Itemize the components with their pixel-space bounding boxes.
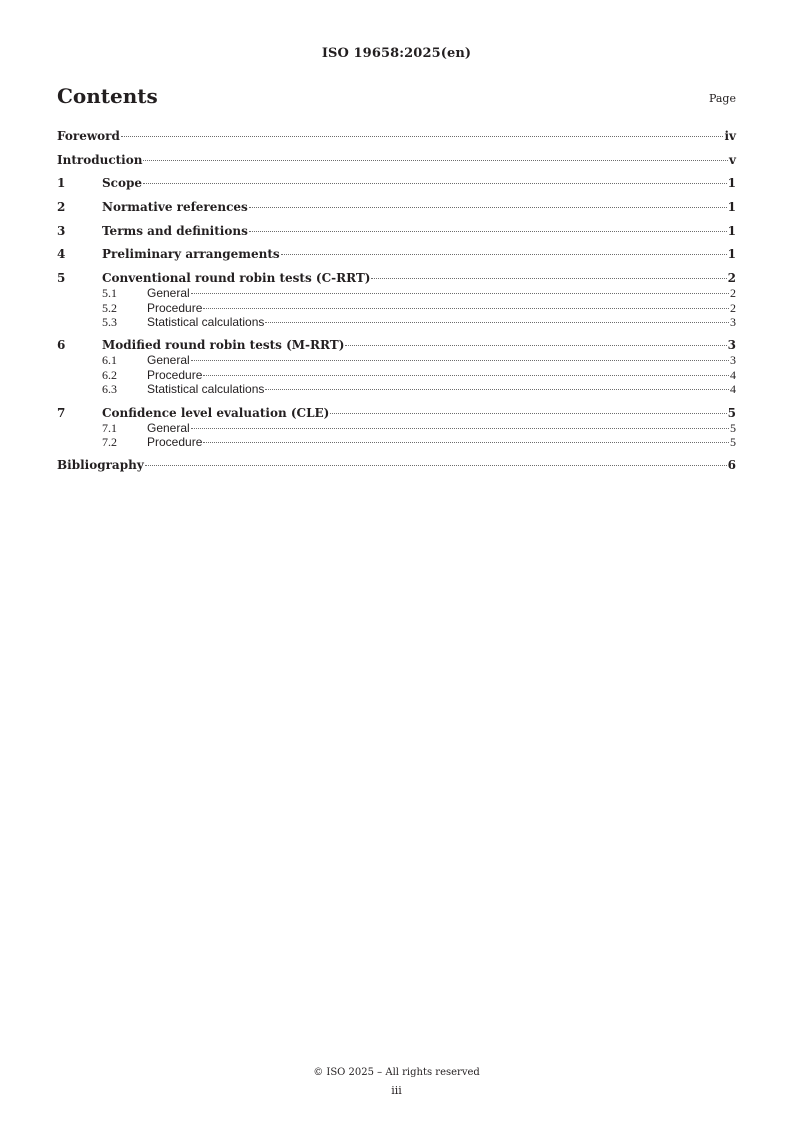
toc-subentry[interactable] <box>57 353 736 368</box>
toc-entry[interactable] <box>57 152 736 168</box>
toc-entry-number: 6.1 <box>102 353 117 368</box>
contents-heading-row <box>57 84 736 110</box>
dot-leader <box>145 465 727 466</box>
copyright-notice: © ISO 2025 – All rights reserved <box>313 1067 480 1078</box>
toc-entry-title[interactable]: Statistical calculations <box>147 315 265 330</box>
toc-entry-title[interactable]: Terms and definitions <box>102 223 248 238</box>
dot-leader <box>330 413 726 414</box>
page-number: iii <box>391 1084 402 1097</box>
toc-entry[interactable] <box>57 457 736 473</box>
toc-entry-title[interactable]: Normative references <box>102 200 248 215</box>
toc-entry[interactable] <box>57 128 736 144</box>
dot-leader <box>191 293 729 294</box>
toc-entry-page[interactable]: 2 <box>730 286 736 301</box>
toc-entry[interactable] <box>57 246 736 262</box>
toc-entry-page[interactable]: 6 <box>727 458 736 473</box>
toc-entry-number: 2 <box>57 200 66 215</box>
toc-entry[interactable] <box>57 199 736 215</box>
dot-leader <box>143 160 728 161</box>
dot-leader <box>191 360 729 361</box>
toc-entry-page[interactable]: 4 <box>730 382 736 397</box>
toc-entry-title[interactable]: Introduction <box>57 152 143 167</box>
dot-leader <box>281 254 727 255</box>
dot-leader <box>249 231 727 232</box>
dot-leader <box>203 375 729 376</box>
toc-entry-page[interactable]: 3 <box>727 338 736 353</box>
toc-entry-number: 4 <box>57 247 66 262</box>
toc-entry-page[interactable]: 1 <box>727 223 736 238</box>
dot-leader <box>345 345 726 346</box>
toc-entry-title[interactable]: General <box>147 420 190 435</box>
toc-entry-page[interactable]: 5 <box>730 420 736 435</box>
toc-entry-number: 5.3 <box>102 315 117 330</box>
document-id-header: ISO 19658:2025(en) <box>321 46 472 61</box>
toc-entry-title[interactable]: Conventional round robin tests (C-RRT) <box>102 271 371 286</box>
toc-entry-title[interactable]: Confidence level evaluation (CLE) <box>102 405 330 420</box>
table-of-contents <box>57 128 736 473</box>
toc-entry-title[interactable]: Procedure <box>147 435 203 449</box>
page-column-label: Page <box>708 92 736 105</box>
toc-entry-title[interactable]: General <box>147 353 190 368</box>
toc-entry-page[interactable]: 5 <box>727 405 736 420</box>
toc-entry[interactable] <box>57 337 736 353</box>
toc-entry-number: 3 <box>57 223 66 238</box>
toc-entry-title[interactable]: Preliminary arrangements <box>102 247 280 262</box>
dot-leader <box>203 308 729 309</box>
toc-entry-page[interactable]: 4 <box>730 367 736 382</box>
toc-entry-number: 6.3 <box>102 382 117 397</box>
toc-entry[interactable] <box>57 223 736 239</box>
toc-entry-number: 6 <box>57 338 66 353</box>
toc-entry-title[interactable]: General <box>147 286 190 301</box>
dot-leader <box>191 428 729 429</box>
toc-entry-page[interactable]: 1 <box>727 176 736 191</box>
contents-title: Contents <box>57 84 158 108</box>
toc-entry-page[interactable]: iv <box>724 129 736 143</box>
toc-entry-title[interactable]: Procedure <box>147 300 203 315</box>
toc-entry[interactable] <box>57 175 736 191</box>
toc-subentry[interactable] <box>57 382 736 397</box>
toc-entry-page[interactable]: 2 <box>730 300 736 315</box>
toc-entry-title[interactable]: Modified round robin tests (M-RRT) <box>102 338 345 353</box>
toc-entry-title[interactable]: Bibliography <box>57 458 144 473</box>
toc-entry-title[interactable]: Scope <box>102 176 143 191</box>
dot-leader <box>265 322 729 323</box>
toc-entry-page[interactable]: 3 <box>730 315 736 330</box>
toc-entry-number: 7.2 <box>102 435 117 449</box>
toc-entry-number: 7.1 <box>102 420 117 435</box>
toc-entry-number: 5 <box>57 271 66 286</box>
toc-entry-page[interactable]: v <box>729 152 736 167</box>
dot-leader <box>143 183 727 184</box>
dot-leader <box>371 278 726 279</box>
toc-subentry[interactable] <box>57 301 736 316</box>
dot-leader <box>249 207 727 208</box>
toc-entry-number: 5.2 <box>102 300 117 315</box>
toc-subentry[interactable] <box>57 368 736 383</box>
toc-subentry[interactable] <box>57 421 736 436</box>
toc-entry[interactable] <box>57 270 736 286</box>
toc-entry-title[interactable]: Statistical calculations <box>147 382 265 397</box>
dot-leader <box>265 389 729 390</box>
toc-entry[interactable] <box>57 405 736 421</box>
toc-entry-page[interactable]: 1 <box>727 200 736 215</box>
toc-entry-number: 1 <box>57 176 66 191</box>
toc-entry-title[interactable]: Foreword <box>57 129 120 143</box>
toc-subentry[interactable] <box>57 435 736 450</box>
toc-subentry[interactable] <box>57 315 736 330</box>
toc-entry-page[interactable]: 5 <box>730 435 736 449</box>
toc-entry-page[interactable]: 3 <box>730 353 736 368</box>
toc-entry-number: 5.1 <box>102 286 117 301</box>
toc-entry-title[interactable]: Procedure <box>147 367 203 382</box>
toc-entry-number: 6.2 <box>102 367 117 382</box>
toc-entry-number: 7 <box>57 405 66 420</box>
toc-entry-page[interactable]: 1 <box>727 247 736 262</box>
dot-leader <box>203 442 729 443</box>
dot-leader <box>121 136 724 137</box>
toc-entry-page[interactable]: 2 <box>727 271 736 286</box>
toc-subentry[interactable] <box>57 286 736 301</box>
